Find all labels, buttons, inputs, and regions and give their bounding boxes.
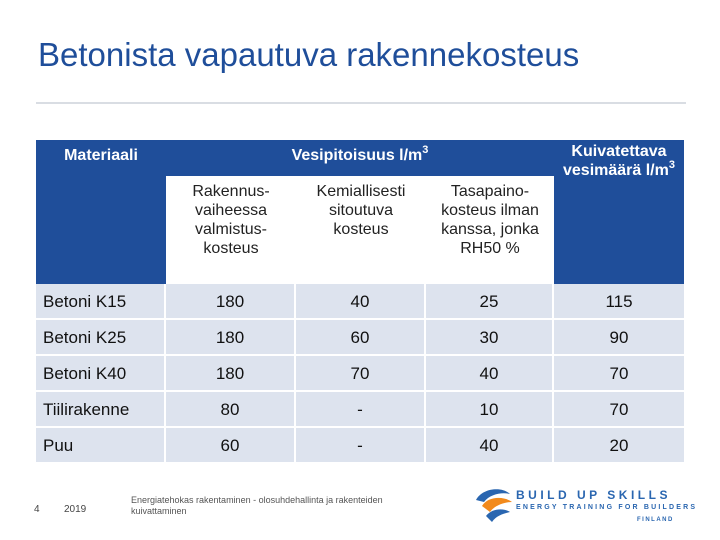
subheader-chemical-label: Kemiallisesti sitoutuva kosteus xyxy=(316,183,406,238)
build-up-skills-logo xyxy=(472,476,698,528)
subheader-construction-label: Rakennus-vaiheessa valmistus-kosteus xyxy=(192,183,270,257)
row-equilibrium-value: 30 xyxy=(426,320,552,354)
header-water-content xyxy=(166,140,554,176)
row-material: Tiilirakenne xyxy=(36,392,164,426)
logo-main-text: BUILD UP SKILLS xyxy=(516,488,671,502)
row-material: Betoni K15 xyxy=(36,284,164,318)
row-material: Betoni K25 xyxy=(36,320,164,354)
row-chemical-value: - xyxy=(296,428,424,462)
subheader-construction xyxy=(166,176,296,284)
page-number: 4 xyxy=(34,504,40,515)
row-equilibrium-value: 40 xyxy=(426,428,552,462)
row-construction-value: 180 xyxy=(166,284,294,318)
row-material: Puu xyxy=(36,428,164,462)
header-material-label: Materiaali xyxy=(64,147,138,164)
row-construction-value: 180 xyxy=(166,320,294,354)
row-material: Betoni K40 xyxy=(36,356,164,390)
logo-swirl-icon xyxy=(472,482,516,524)
row-dryable-value: 20 xyxy=(554,428,684,462)
row-equilibrium-value: 10 xyxy=(426,392,552,426)
page-title: Betonista vapautuva rakennekosteus xyxy=(38,36,580,73)
row-construction-value: 60 xyxy=(166,428,294,462)
footer-note: Energiatehokas rakentaminen - olosuhdehallinta ja rakenteiden kuivattaminen xyxy=(131,495,383,516)
row-dryable-value: 115 xyxy=(554,284,684,318)
title-divider xyxy=(36,102,686,104)
row-equilibrium-value: 40 xyxy=(426,356,552,390)
row-construction-value: 80 xyxy=(166,392,294,426)
row-chemical-value: 40 xyxy=(296,284,424,318)
row-chemical-value: 70 xyxy=(296,356,424,390)
logo-sub-text: ENERGY TRAINING FOR BUILDERS xyxy=(516,504,698,511)
header-dryable xyxy=(554,140,684,284)
row-dryable-value: 70 xyxy=(554,392,684,426)
row-chemical-value: 60 xyxy=(296,320,424,354)
header-water-content-label: Vesipitoisuus $l/m^3$ xyxy=(291,143,429,164)
logo-country-text: FINLAND xyxy=(637,517,674,523)
header-dryable-label: Kuivatettava vesimäärä $l/m^3$ xyxy=(563,143,675,179)
row-chemical-value: - xyxy=(296,392,424,426)
subheader-equilibrium-label: Tasapaino-kosteus ilman kanssa, jonka RH50 % xyxy=(441,183,539,257)
subheader-equilibrium xyxy=(426,176,554,284)
row-dryable-value: 90 xyxy=(554,320,684,354)
subheader-chemical xyxy=(296,176,426,284)
footer-year: 2019 xyxy=(64,504,87,515)
row-construction-value: 180 xyxy=(166,356,294,390)
row-equilibrium-value: 25 xyxy=(426,284,552,318)
header-material xyxy=(36,140,166,284)
row-dryable-value: 70 xyxy=(554,356,684,390)
